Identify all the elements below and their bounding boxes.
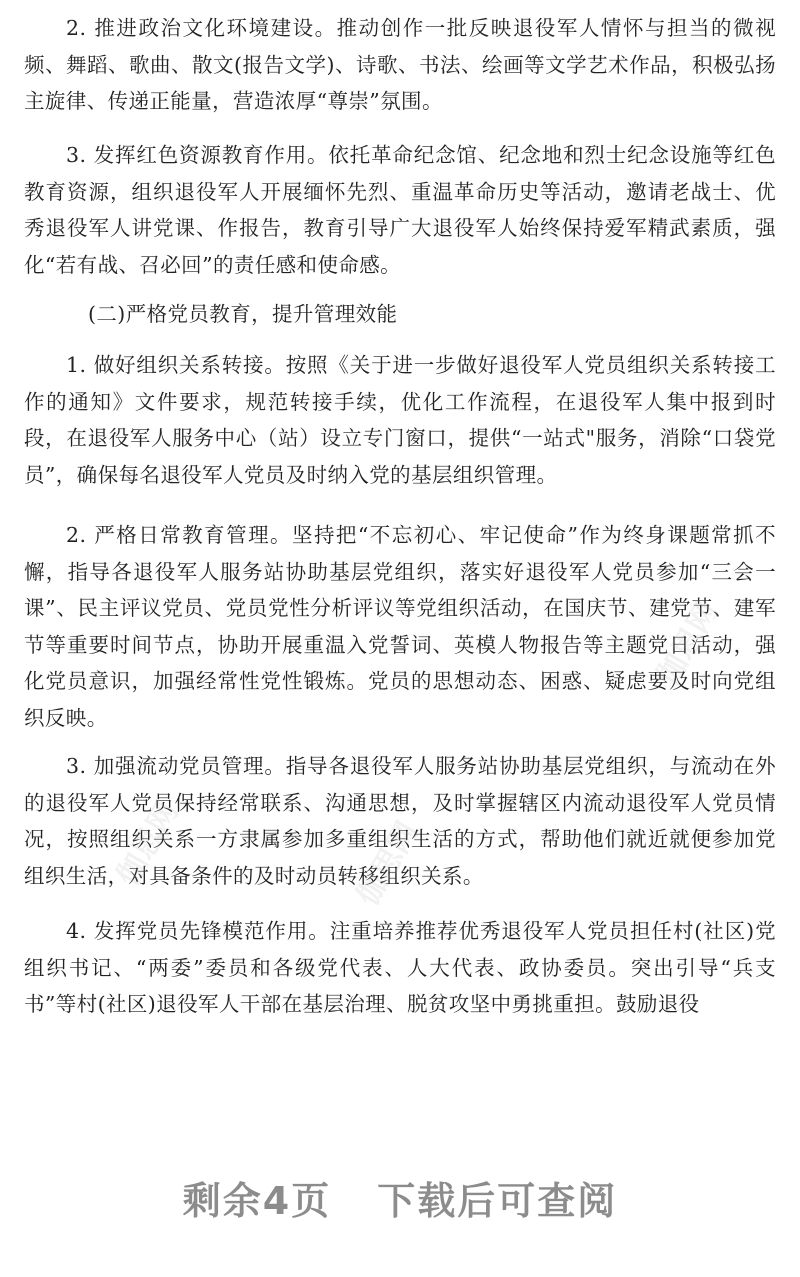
paragraph-mobile-members: 3. 加强流动党员管理。指导各退役军人服务站协助基层党组织，与流动在外的退役军人党员保持经常联系、沟通思想，及时掌握辖区内流动退役军人党员情况，按照组织关系一方隶属参加多重组织生活的方式，帮助他们就近就便参加党组织生活，对具备条件的及时动员转移组织关系。: [24, 754, 776, 888]
paragraph-political-culture: 2. 推进政治文化环境建设。推动创作一批反映退役军人情怀与担当的微视频、舞蹈、歌曲、散文(报告文学)、诗歌、书法、绘画等文学艺术作品，积极弘扬主旋律、传递正能量，营造浓厚“尊崇”氛围。: [24, 16, 776, 113]
paragraph-red-resources: 3. 发挥红色资源教育作用。依托革命纪念馆、纪念地和烈士纪念设施等红色教育资源，组织退役军人开展缅怀先烈、重温革命历史等活动，邀请老战士、优秀退役军人讲党课、作报告，教育引导广大退役军人始终保持爱军精武素质，强化“若有战、召必回”的责任感和使命感。: [24, 143, 776, 277]
watermark: 伽思网: [650, 596, 726, 692]
watermark: 伽思网: [350, 816, 426, 912]
download-to-view-label[interactable]: 下载后可查阅: [377, 1179, 618, 1223]
download-prompt-banner[interactable]: [0, 1170, 800, 1225]
remaining-pages-label[interactable]: 剩余4页: [182, 1179, 332, 1223]
watermark: 伽思网: [110, 796, 186, 892]
paragraph-vanguard-role: 4. 发挥党员先锋模范作用。注重培养推荐优秀退役军人党员担任村(社区)党组织书记、“两委”委员和各级党代表、人大代表、政协委员。突出引导“兵支书”等村(社区)退役军人干部在基层治理、脱贫攻坚中勇挑重担。鼓励退役: [24, 919, 776, 1016]
section-heading: (二)严格党员教育，提升管理效能: [88, 302, 398, 326]
paragraph-daily-education: 2. 严格日常教育管理。坚持把“不忘初心、牢记使命”作为终身课题常抓不懈，指导各退役军人服务站协助基层党组织，落实好退役军人党员参加“三会一课”、民主评议党员、党员党性分析评议等党组织活动，在国庆节、建党节、建军节等重要时间节点，协助开展重温入党誓词、英模人物报告等主题党日活动，强化党员意识，加强经常性党性锻炼。党员的思想动态、困惑、疑虑要及时向党组织反映。: [24, 523, 776, 730]
paragraph-organization-transfer: 1. 做好组织关系转接。按照《关于进一步做好退役军人党员组织关系转接工作的通知》文件要求，规范转接手续，优化工作流程，在退役军人集中报到时段，在退役军人服务中心（站）设立专门窗口，提供“一站式"服务，消除“口袋党员”，确保每名退役军人党员及时纳入党的基层组织管理。: [24, 353, 776, 487]
